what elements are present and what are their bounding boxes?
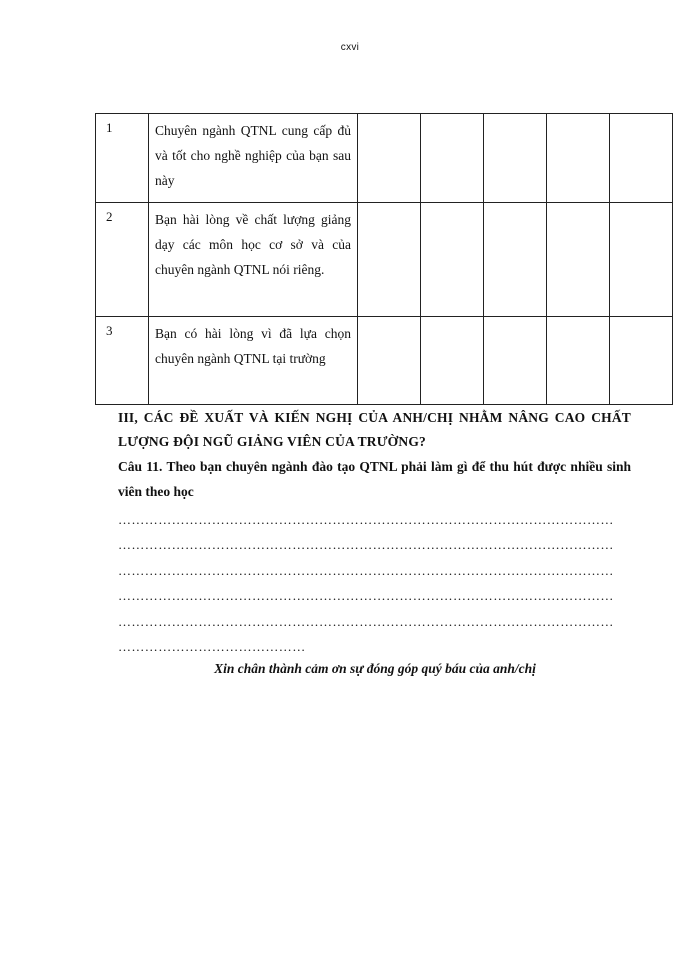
page-number: cxvi bbox=[340, 42, 360, 53]
answer-line: ………………………………………………………………………………………………… bbox=[118, 537, 614, 553]
answer-line: ………………………………………………………………………………………………… bbox=[118, 512, 614, 527]
rating-cell bbox=[610, 203, 673, 317]
table-row bbox=[96, 114, 673, 203]
rating-cell bbox=[484, 317, 547, 405]
table-row bbox=[96, 317, 673, 405]
rating-cell bbox=[547, 114, 610, 203]
rating-cell bbox=[610, 317, 673, 405]
rating-cell bbox=[358, 317, 421, 405]
section-heading: III, CÁC ĐỀ XUẤT VÀ KIẾN NGHỊ CỦA ANH/CHỊ NHẰM NÂNG CAO CHẤT LƯỢNG ĐỘI NGŨ GIẢNG VIÊN CỦA TRƯỜNG? bbox=[118, 410, 631, 449]
answer-line: ………………………………………………………………………………………………… bbox=[118, 562, 614, 578]
row-number: 3 bbox=[96, 317, 149, 405]
answer-line: …………………………………… bbox=[118, 638, 306, 654]
rating-cell bbox=[358, 203, 421, 317]
rating-cell bbox=[610, 114, 673, 203]
row-statement: Chuyên ngành QTNL cung cấp đủ và tốt cho nghề nghiệp của bạn sau này bbox=[149, 114, 358, 203]
rating-cell bbox=[421, 317, 484, 405]
survey-table bbox=[95, 113, 673, 405]
rating-cell bbox=[547, 317, 610, 405]
closing-note: Xin chân thành cảm ơn sự đóng góp quý báu của anh/chị bbox=[214, 661, 536, 676]
table-row bbox=[96, 203, 673, 317]
row-statement: Bạn hài lòng về chất lượng giảng dạy các môn học cơ sở và của chuyên ngành QTNL nói riêng. bbox=[149, 203, 358, 317]
answer-line: ………………………………………………………………………………………………… bbox=[118, 613, 614, 629]
rating-cell bbox=[484, 203, 547, 317]
rating-cell bbox=[358, 114, 421, 203]
row-statement: Bạn có hài lòng vì đã lựa chọn chuyên ngành QTNL tại trường bbox=[149, 317, 358, 405]
rating-cell bbox=[484, 114, 547, 203]
row-number: 1 bbox=[96, 114, 149, 203]
row-number: 2 bbox=[96, 203, 149, 317]
rating-cell bbox=[421, 114, 484, 203]
answer-area bbox=[118, 507, 638, 659]
rating-cell bbox=[547, 203, 610, 317]
rating-cell bbox=[421, 203, 484, 317]
answer-line: ………………………………………………………………………………………………… bbox=[118, 588, 614, 604]
question-11: Câu 11. Theo bạn chuyên ngành đào tạo QTNL phải làm gì để thu hút được nhiều sinh viên theo học bbox=[118, 459, 631, 499]
